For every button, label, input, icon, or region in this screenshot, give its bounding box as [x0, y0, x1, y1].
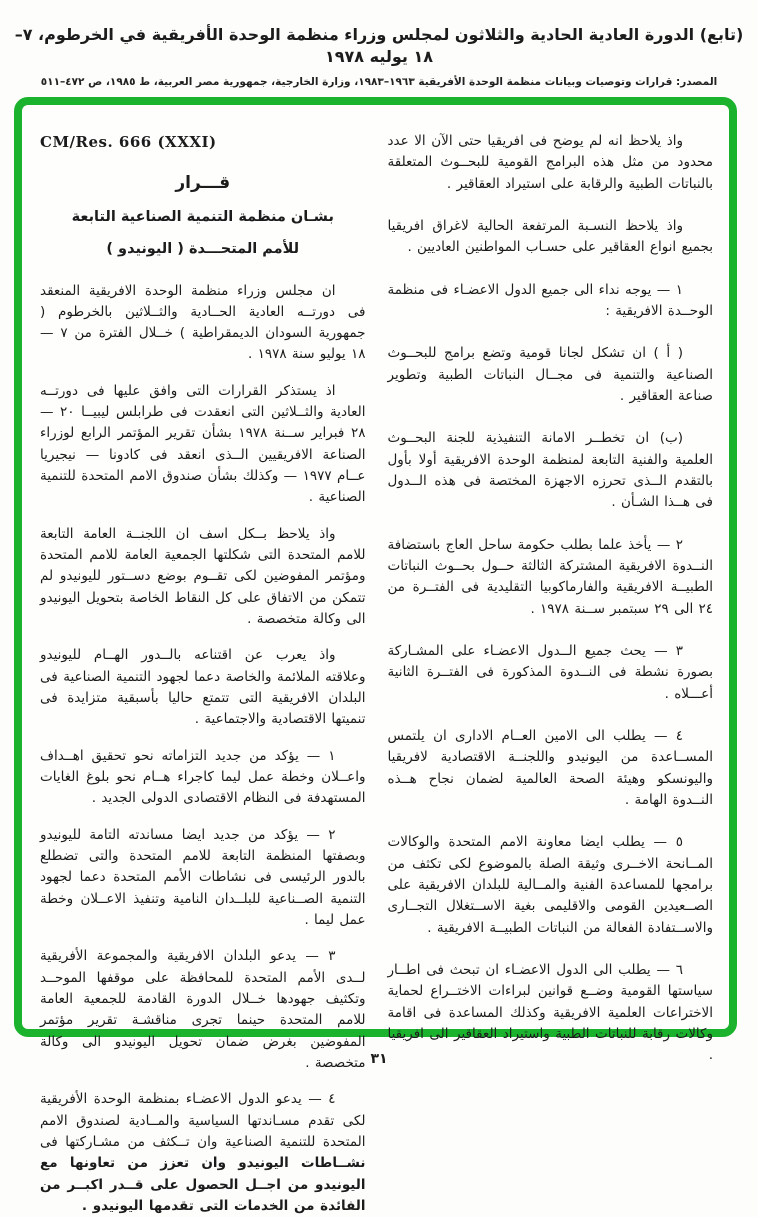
paragraph: ٣ — يحث جميع الــدول الاعضـاء على المشـاركة بصورة نشطة فى النــدوة المذكورة فى الفتــرة الثانية أعـــلاه .	[387, 642, 713, 702]
column-left-resolution	[40, 131, 366, 1214]
resolution-reference: CM/Res. 666 (XXXI)	[40, 133, 217, 151]
paragraph: ٥ — يطلب ايضا معاونة الامم المتحدة والوكالات المــانحة الاخــرى وثيقة الصلة بالموضوع لكى تكثف من برامجها للمساعدة الفنية والمــالية للبلدان الافريقية على الصــعيدين القومى والاقليمى بغية الاســتغلال التجــارى والاســتفادة الفعالة من النباتات الطبيــة الافريقية .	[387, 834, 713, 936]
paragraph: ٦ — يطلب الى الدول الاعضـاء ان تبحث فى اطــار سياستها القومية وضــع قوانين لبراءات الاختــراع لحماية الاختراعات العلمية الافريقية وكذلك المساعدة فى اقامة وكالات رقابة للنباتات الطبية واستيراد العقاقير الى افريقيا .	[387, 961, 713, 1064]
paragraph: ٢ — يأخذ علما بطلب حكومة ساحل العاج باستضافة النــدوة الافريقية المشتركة الثالثة حــول بحــوث النباتات الطبيــة الافريقية والفارماكوبيا التقليدية فى الفتــرة من ٢٤ الى ٢٩ سبتمبر ســنة ١٩٧٨ .	[387, 536, 713, 617]
paragraph: واذ يلاحظ انه لم يوضح فى افريقيا حتى الآن الا عدد محدود من مثل هذه البرامج القومية للبحــوث المتعلقة بالنباتات الطبية والرقابة على استيراد العقاقير .	[387, 133, 713, 192]
paragraph: ان مجلس وزراء منظمة الوحدة الافريقية المنعقد فى دورتــه العادية الحــادية والثــلاثين بالخرطوم ( جمهورية السودان الديمقراطية ) خــلال الفترة من ٧ — ١٨ يوليو سنة ١٩٧٨ .	[40, 282, 366, 363]
column-right-continuation	[387, 131, 714, 1064]
paragraph: واذ يعرب عن اقتناعه بالــدور الهــام لليونيدو وعلاقته الملائمة والخاصة دعما لجهود التنمية الصناعية فى البلدان الافريقية التى تتمتع حاليا بأسبقية متزايدة فى تنميتها الاقتصادية والاجتماعية .	[40, 647, 366, 728]
paragraph-with-bold-run	[40, 1089, 366, 1217]
paragraph: ٣ — يدعو البلدان الافريقية والمجموعة الأفريقية لــدى الأمم المتحدة للمحافظة على موقفها الموحــد وتكثيف جهودها خــلال الدورة القادمة للجمعية العامة للامم المتحدة حينما تجرى مناقشـة تقرير مؤتمر المفوضين بغرض ضمان تحويل اليونيدو الى وكالة متخصصة .	[40, 948, 366, 1071]
page-footer	[0, 1048, 758, 1067]
paragraph: ١ — يوجه نداء الى جميع الدول الاعضـاء فى منظمة الوحــدة الافريقية :	[387, 281, 713, 319]
page-number: ٣١	[370, 1051, 388, 1067]
paragraph: واذ يلاحظ بــكل اسف ان اللجنــة العامة التابعة للامم المتحدة التى شكلتها الجمعية العامة للامم المتحدة ومؤتمر المفوضين لكى تقــوم بوضع دســتور لليونيدو لم تتمكن من الاتفاق على كل النقاط الخاصة بتحويل اليونيدو الى وكالة متخصصة .	[40, 525, 366, 628]
paragraph: ٢ — يؤكد من جديد ايضا مساندته التامة لليونيدو وبصفتها المنظمة التابعة للامم المتحدة والتى تضطلع بالدور الرئيسى فى نشاطات الأمم المتحدة دعما لجهود التنمية الصــناعية للبلــدان النامية وتنفيذ الاعــلان وخطة عمل ليما .	[40, 826, 366, 929]
resolution-title: قـــرار	[175, 173, 231, 193]
paragraph-lead: ٤ — يدعو الدول الاعضـاء بمنظمة الوحدة الأفريقية لكى تقدم مسـاندتها السياسية والمــادية لصندوق الامم المتحدة للتنمية الصناعية وان تــكثف من مشـاركتها فى	[40, 1091, 366, 1150]
paragraph: اذ يستذكر القرارات التى وافق عليها فى دورتــه العادية والثــلاثين التى انعقدت فى طرابلس ليبيــا ٢٠ — ٢٨ فبراير ســنة ١٩٧٨ بشأن تقرير المؤتمر الرابع لوزراء الصناعة الافريقيين الــذى انعقد فى كادونا — نيجيريا عــام ١٩٧٧ — وكذلك بشأن صندوق الامم المتحدة للتنمية الصناعية .	[40, 382, 366, 506]
paragraph: (ب) ان تخطــر الامانة التنفيذية للجنة البحــوث العلمية والفنية التابعة لمنظمة الوحدة الافريقية أولا بأول بالتقدم الــذى تحرزه الاجهزة المختصة فى هذه الــدول فى هــذا الشـأن .	[387, 430, 713, 511]
paragraph: ١ — يؤكد من جديد التزاماته نحو تحقيق اهــداف واعــلان وخطة عمل ليما كاجراء هــام نحو بلوغ الغايات المستهدفة فى النظام الاقتصادى الدولى الجديد .	[40, 747, 366, 807]
session-title: (تابع) الدورة العادية الحادية والثلاثون لمجلس وزراء منظمة الوحدة الأفريقية في الخرطوم، ٧–١٨ يوليه ١٩٧٨	[14, 25, 744, 67]
page-header	[0, 24, 758, 88]
paragraph-bold-run: نشــاطات اليونيدو وان تعزز من تعاونها مع اليونيدو من اجــل الحصول على قــدر اكبــر من الفائدة من الخدمات التى تقدمها اليونيدو .	[40, 1155, 366, 1214]
paragraph: واذ يلاحظ النسـبة المرتفعة الحالية لاغراق افريقيا بجميع انواع العقاقير على حسـاب المواطنين العاديين .	[387, 217, 713, 256]
paragraph: ٤ — يطلب الى الامين العــام الادارى ان يلتمس المســاعدة من اليونيدو واللجنــة الاقتصادية لافريقيا واليونسكو وهيئة الصحة العالمية لضمان نجاح هــذه النــدوة الهامة .	[387, 727, 713, 808]
paragraph: ( أ ) ان تشكل لجانا قومية وتضع برامج للبحــوث الصناعية والتنمية فى مجــال النباتات الطبية وتطوير صناعة العقاقير .	[387, 345, 713, 404]
resolution-subtitle-line1: بشـان منظمة التنمية الصناعية التابعة	[71, 209, 334, 225]
source-citation: المصدر: قرارات وتوصيات وبيانات منظمة الوحدة الأفريقية ١٩٦٣–١٩٨٣، وزارة الخارجية، جمهورية مصر العربية، ط ١٩٨٥، ص ٤٧٢–٥١١	[40, 75, 718, 88]
resolution-subtitle-line2: للأمم المتحـــدة ( اليونيدو )	[106, 240, 300, 257]
